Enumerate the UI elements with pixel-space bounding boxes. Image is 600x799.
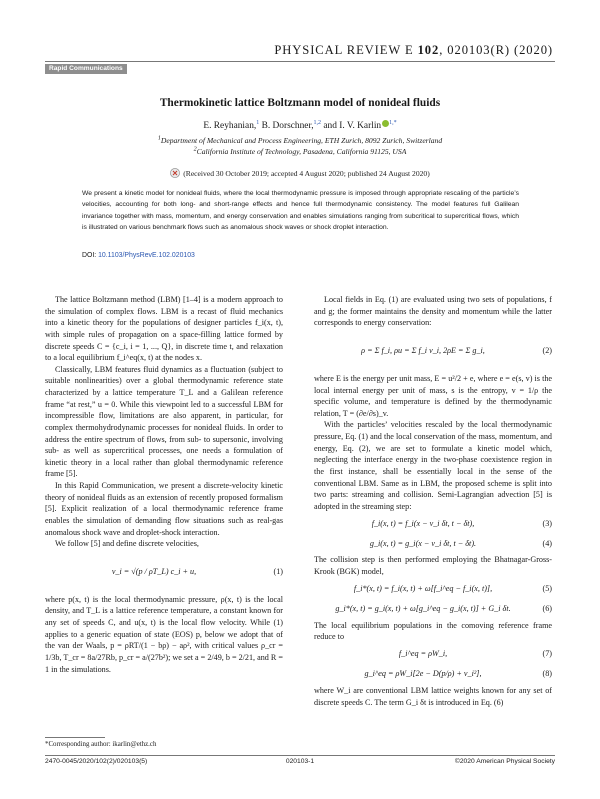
equation-body: g_i*(x, t) = g_i(x, t) + ω[g_i^eq − g_i(x, t)] + G_i δt. [335,603,511,613]
equation-6 [314,600,552,618]
author-dorschner: B. Dorschner, [259,121,314,131]
corresponding-author-footnote: *Corresponding author: ikarlin@ethz.ch [45,741,157,748]
equation-number: (8) [542,669,552,679]
footer-rule [45,755,555,756]
equation-number: (1) [273,566,283,576]
header-rule [45,61,555,62]
paragraph: The local equilibrium populations in the comoving reference frame reduce to [314,620,552,642]
equation-body: g_i^eq = ρW_i[2e − D(p/ρ) + v_i²], [364,669,482,679]
doi-link[interactable]: 10.1103/PhysRevE.102.020103 [98,252,195,259]
paragraph: The lattice Boltzmann method (LBM) [1–4] is a modern approach to the simulation of complex flows. LBM is a recast of fluid mechanics into a kinetic theory for the populations of designer particles f_i(x, t), with simple rules of propagation on a space-filling lattice formed by discrete speeds C = {c_i, i = 1, ..., Q}, in discrete time t, and relaxation to a local equilibrium f_i^eq(x, t) at the nodes x. [45,295,283,363]
abstract: We present a kinetic model for nonideal fluids, where the local thermodynamic pressure is imposed through appropriate rescaling of the particle’s velocities, accounting for both long- and short-range effects and hence full thermodynamic consistency. The model features full Galilean invariance together with mass, momentum, and energy conservation and enables simulations ranging from subcritical to supercritical flows, which is illustrated on various benchmark flows such as anomalous shock waves or shock droplet interaction. [82,190,519,232]
equation-body: f_i^eq = ρW_i, [398,649,448,659]
equation-number: (3) [542,518,552,528]
equation-number: (4) [542,538,552,548]
affiliation-text: California Institute of Technology, Pasadena, California 91125, USA [196,147,407,156]
equation-7 [314,645,552,663]
author-affil-sup[interactable]: 1,* [389,119,397,126]
doi-line [82,252,195,259]
paragraph: The collision step is then performed employing the Bhatnagar-Gross-Krook (BGK) model, [314,555,552,576]
paragraph: where p(x, t) is the local thermodynamic pressure, ρ(x, t) is the local density, and T_L is a lattice reference temperature, a constant known for any set of speeds C, and u(x, t) is the local flow velocity. While (1) applies to a generic equation of state (EOS) p, below we adopt that of the van der Waals, p = ρRT/(1 − bρ) − aρ², with critical values ρ_cr = 1/3b, T_cr = 8a/27Rb, p_cr = a/(27b²); we set a = 2/49, b = 2/21, and R = 1 in the simulations. [45,594,283,674]
equation-number: (6) [542,603,552,613]
affiliation-1 [45,136,555,145]
equation-body: g_i(x, t) = g_i(x − v_i δt, t − δt). [369,538,477,548]
journal-volume: 102 [417,43,440,57]
equation-8 [314,665,552,683]
paragraph: We follow [5] and define discrete velocities, [55,539,199,549]
received-text: (Received 30 October 2019; accepted 4 August 2020; published 24 August 2020) [183,169,430,178]
journal-header [0,43,553,58]
received-dates [45,168,555,178]
equation-number: (5) [542,583,552,593]
author-karlin: and I. V. Karlin [321,121,382,131]
paragraph: where E is the energy per unit mass, E = u²/2 + e, where e = e(s, v) is the local internal energy per unit of mass, s is the entropy, v = 1/ρ the specific volume, and temperature is defined by the thermodynamic relation, T = (∂e/∂s)_v. [314,373,552,418]
section-tag: Rapid Communications [45,64,127,74]
footnote-rule [45,737,105,738]
paragraph: Local fields in Eq. (1) are evaluated using two sets of populations, f and g; the former maintains the density and momentum while the latter corresponds to energy conservation: [314,295,552,328]
article-number: , 020103(R) (2020) [439,43,553,57]
equation-2 [314,331,552,371]
equation-body: v_i = √(p / ρT_L) c_i + u, [111,566,197,576]
footer-page-number: 020103-1 [285,758,315,765]
right-column [314,294,552,708]
affiliation-marker: 1 [157,135,161,142]
equation-3 [314,514,552,532]
equation-5 [314,580,552,598]
author-reyhanian: E. Reyhanian, [203,121,257,131]
affiliation-marker: 2 [193,146,197,153]
equation-number: (2) [542,346,552,356]
author-affil-sup[interactable]: 1,2 [313,119,322,126]
equation-body: ρ = Σ f_i, ρu = Σ f_i v_i, 2ρE = Σ g_i, [361,346,485,356]
left-column [45,294,283,675]
affiliation-2 [45,147,555,156]
equation-number: (7) [542,649,552,659]
paragraph: In this Rapid Communication, we present a discrete-velocity kinetic theory of nonideal fluids as an extension of recently proposed formalism [5]. Explicit realization of a local thermodynamic reference frame enables the simulation of demanding flow situations such as real-gas anomalous shock wave and droplet-shock interaction. [45,481,283,537]
equation-1 [45,552,283,592]
paper-title: Thermokinetic lattice Boltzmann model of nonideal fluids [159,97,441,109]
affiliation-text: Department of Mechanical and Process Engineering, ETH Zurich, 8092 Zurich, Switzerland [160,136,443,145]
equation-body: f_i(x, t) = f_i(x − v_i δt, t − δt), [371,518,475,528]
author-affil-sup[interactable]: 1 [256,119,260,126]
doi-label: DOI: [82,252,99,259]
footer-issn: 2470-0045/2020/102(2)/020103(5) [45,758,148,765]
equation-body: f_i*(x, t) = f_i(x, t) + ω[f_i^eq − f_i(x, t)], [353,583,493,593]
author-list [45,120,555,131]
paragraph: With the particles’ velocities rescaled by the local thermodynamic pressure, Eq. (1) and the local conservation of the mass, momentum, and energy, Eq. (2), we are set to formulate a kinetic model which, neglecting the interface energy in the two-phase coexistence region in the first instance, shall be essentially local in the sense of the conventional LBM. Same as in LBM, the proposed scheme is split into two parts: streaming and collision. Semi-Lagrangian advection [5] is adopted in the streaming step: [314,420,552,511]
crossmark-icon[interactable] [170,168,180,178]
paragraph: where W_i are conventional LBM lattice weights known for any set of discrete speeds C. The term G_i δt is introduced in Eq. (6) [314,685,552,707]
journal-name: PHYSICAL REVIEW E [274,43,414,57]
equation-4 [314,534,552,552]
footer-copyright: ©2020 American Physical Society [454,758,555,765]
paragraph: Classically, LBM features fluid dynamics as a fluctuation (subject to suitable nonlinearities) over a global thermodynamic reference state characterized by a lattice temperature T_L and a Galilean reference frame “at rest,” u = 0. While this viewpoint led to a successful LBM for incompressible flow, limitations are also apparent, in particular, for complex thermohydrodynamic processes for nonideal fluids. In order to address the entire spectrum of flows, from sub- to supersonic, involving sub- as well as supercritical processes, one needs a formulation of kinetic theory in a local rather than global thermodynamic reference frame [5]. [45,364,283,479]
